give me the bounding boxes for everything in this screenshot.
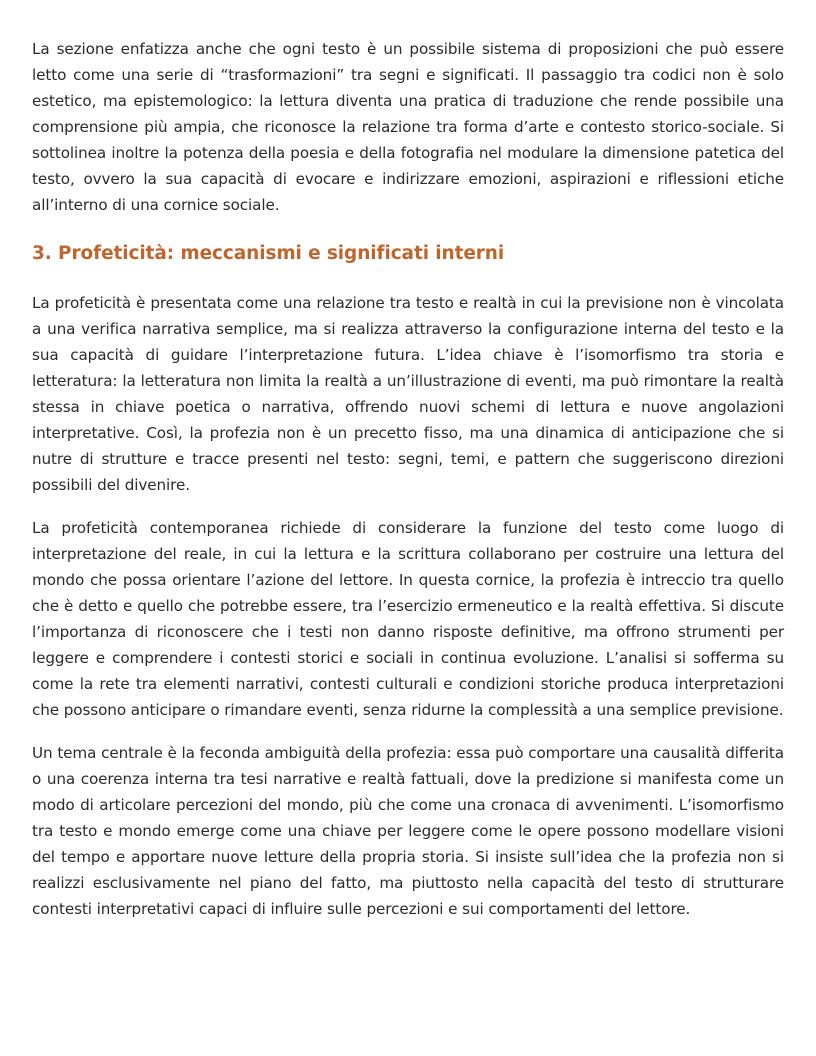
intro-paragraph: La sezione enfatizza anche che ogni testo è un possibile sistema di proposizioni che può essere letto come una serie di “trasformazioni” tra segni e significati. Il passaggio tra codici non è solo estetico, ma epistemologico: la lettura diventa una pratica di traduzione che rende possibile una comprensione più ampia, che riconosce la relazione tra forma d’arte e contesto storico-sociale. Si sottolinea inoltre la potenza della poesia e della fotografia nel modulare la dimensione patetica del testo, ovvero la sua capacità di evocare e indirizzare emozioni, aspirazioni e riflessioni etiche all’interno di una cornice sociale. [32, 40, 784, 214]
section-paragraph-3: Un tema centrale è la feconda ambiguità della profezia: essa può comportare una causalità differita o una coerenza interna tra tesi narrative e realtà fattuali, dove la predizione si manifesta come un modo di articolare percezioni del mondo, più che come una cronaca di avvenimenti. L’isomorfismo tra testo e mondo emerge come una chiave per leggere come le opere possono modellare visioni del tempo e apportare nuove letture della propria storia. Si insiste sull’idea che la profezia non si realizzi esclusivamente nel piano del fatto, ma piuttosto nella capacità del testo di strutturare contesti interpretativi capaci di influire sulle percezioni e sui comportamenti del lettore. [32, 744, 784, 918]
section-paragraph-2: La profeticità contemporanea richiede di considerare la funzione del testo come luogo di interpretazione del reale, in cui la lettura e la scrittura collaborano per costruire una lettura del mondo che possa orientare l’azione del lettore. In questa cornice, la profezia è intreccio tra quello che è detto e quello che potrebbe essere, tra l’esercizio ermeneutico e la realtà effettiva. Si discute l’importanza di riconoscere che i testi non danno risposte definitive, ma offrono strumenti per leggere e comprendere i contesti storici e sociali in continua evoluzione. L’analisi si sofferma su come la rete tra elementi narrativi, contesti culturali e condizioni storiche produca interpretazioni che possono anticipare o rimandare eventi, senza ridurne la complessità a una semplice previsione. [32, 519, 784, 719]
section-paragraph-1: La profeticità è presentata come una relazione tra testo e realtà in cui la previsione non è vincolata a una verifica narrativa semplice, ma si realizza attraverso la configurazione interna del testo e la sua capacità di guidare l’interpretazione futura. L’idea chiave è l’isomorfismo tra storia e letteratura: la letteratura non limita la realtà a un’illustrazione di eventi, ma può rimontare la realtà stessa in chiave poetica o narrativa, offrendo nuovi schemi di lettura e nuove angolazioni interpretative. Così, la profezia non è un precetto fisso, ma una dinamica di anticipazione che si nutre di strutture e tracce presenti nel testo: segni, temi, e pattern che suggeriscono direzioni possibili del divenire. [32, 294, 784, 494]
section-heading: 3. Profeticità: meccanismi e significati interni [32, 243, 505, 264]
document-page [32, 36, 784, 922]
